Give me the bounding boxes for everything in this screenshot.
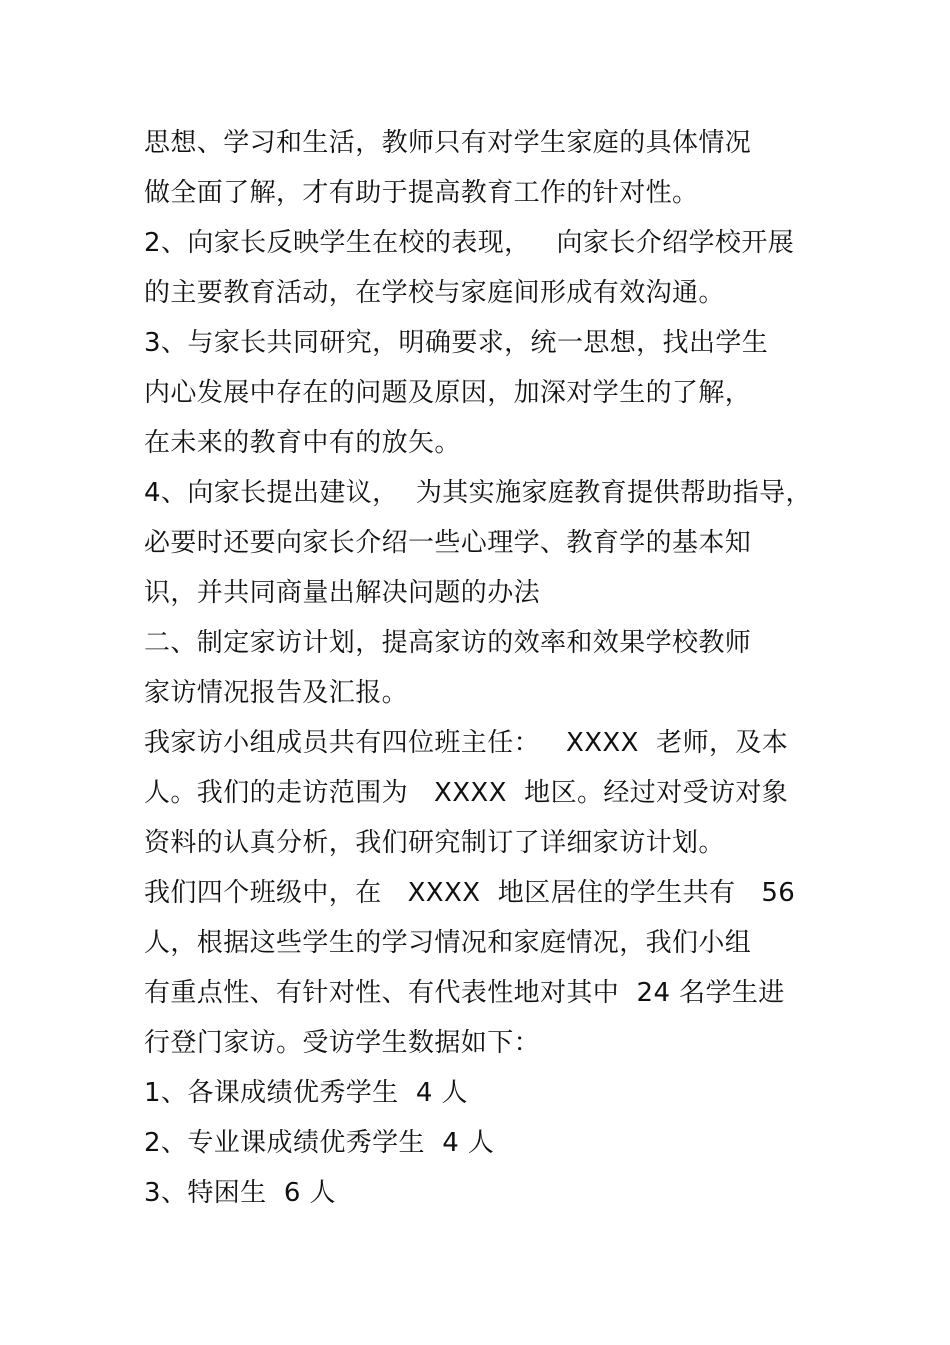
text-line: 二、制定家访计划，提高家访的效率和效果学校教师: [144, 628, 752, 658]
text-line: 有重点性、有针对性、有代表性地对其中 24 名学生进: [144, 978, 785, 1008]
text-line: 我家访小组成员共有四位班主任： XXXX 老师，及本: [144, 728, 789, 758]
text-line: 我们四个班级中，在 XXXX 地区居住的学生共有 56: [144, 878, 796, 908]
text-line: 人。我们的走访范围为 XXXX 地区。经过对受访对象: [144, 778, 789, 808]
text-line: 内心发展中存在的问题及原因，加深对学生的了解，: [144, 378, 752, 408]
text-line: 3、与家长共同研究，明确要求，统一思想，找出学生: [144, 328, 769, 358]
list-item: 3、特困生 6 人: [144, 1178, 336, 1208]
text-line: 的主要教育活动，在学校与家庭间形成有效沟通。: [144, 278, 725, 308]
text-line: 4、向家长提出建议， 为其实施家庭教育提供帮助指导，: [144, 478, 812, 508]
list-item: 1、各课成绩优秀学生 4 人: [144, 1078, 468, 1108]
text-line: 必要时还要向家长介绍一些心理学、教育学的基本知: [144, 528, 752, 558]
text-line: 资料的认真分析，我们研究制订了详细家访计划。: [144, 828, 725, 858]
text-line: 思想、学习和生活，教师只有对学生家庭的具体情况: [144, 128, 752, 158]
text-line: 家访情况报告及汇报。: [144, 678, 409, 708]
text-line: 在未来的教育中有的放矢。: [144, 428, 461, 458]
text-line: 识，并共同商量出解决问题的办法: [144, 578, 541, 608]
list-item: 2、专业课成绩优秀学生 4 人: [144, 1128, 495, 1158]
text-line: 行登门家访。受访学生数据如下：: [144, 1028, 541, 1058]
text-line: 2、向家长反映学生在校的表现， 向家长介绍学校开展: [144, 228, 795, 258]
text-line: 做全面了解，才有助于提高教育工作的针对性。: [144, 178, 699, 208]
text-line: 人，根据这些学生的学习情况和家庭情况，我们小组: [144, 928, 752, 958]
